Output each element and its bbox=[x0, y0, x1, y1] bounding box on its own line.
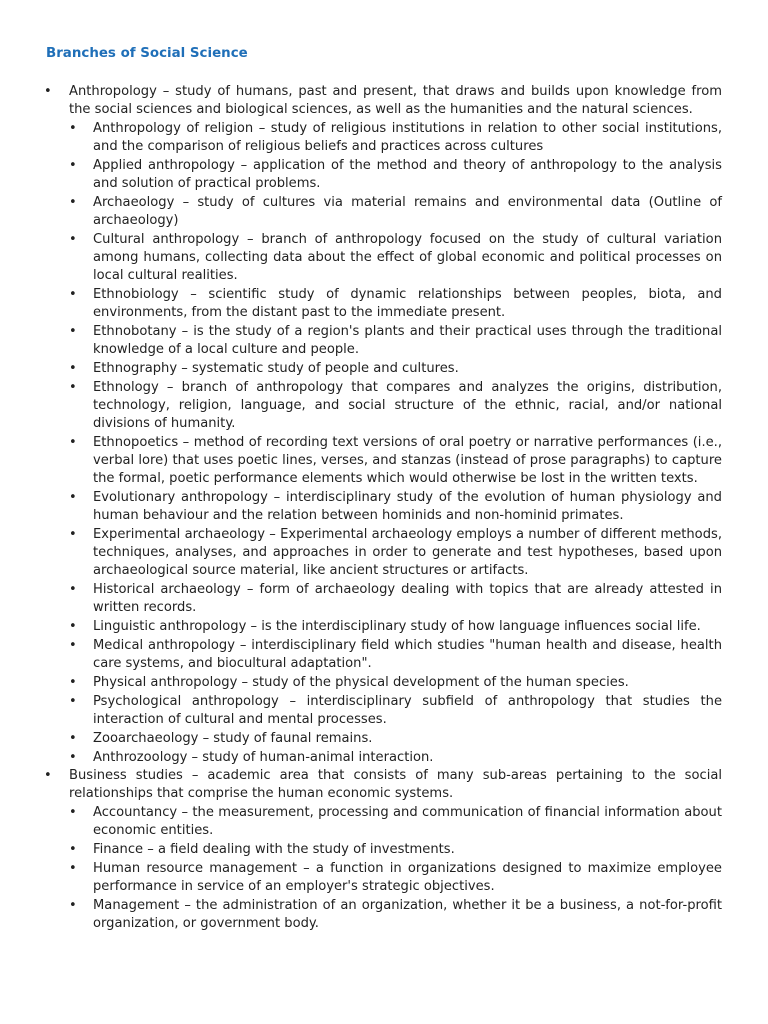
sublist-item: • Management – the administration of an organization, whether it be a business, a not-for-profit organization, or government body. bbox=[69, 897, 722, 933]
branches-list bbox=[0, 83, 768, 933]
sublist-item: • Evolutionary anthropology – interdisciplinary study of the evolution of human physiology and human behaviour and the relation between hominids and non-hominid primates. bbox=[69, 489, 722, 525]
business-studies-sublist bbox=[69, 804, 722, 933]
list-item-business-studies bbox=[0, 767, 722, 933]
sublist-item: • Applied anthropology – application of the method and theory of anthropology to the analysis and solution of practical problems. bbox=[69, 157, 722, 193]
sublist-item: • Experimental archaeology – Experimental archaeology employs a number of different methods, techniques, analyses, and approaches in order to generate and test hypotheses, based upon archaeological source material, like ancient structures or artifacts. bbox=[69, 526, 722, 580]
page-heading: Branches of Social Science bbox=[46, 46, 248, 61]
sublist-item: • Linguistic anthropology – is the interdisciplinary study of how language influences social life. bbox=[69, 618, 722, 636]
sublist-item: • Anthrozoology – study of human-animal interaction. bbox=[69, 749, 722, 767]
sublist-item: • Zooarchaeology – study of faunal remains. bbox=[69, 730, 722, 748]
list-item-text: • Anthropology – study of humans, past and present, that draws and builds upon knowledge from the social sciences and biological sciences, as well as the humanities and the natural sciences. bbox=[69, 84, 722, 117]
sublist-item: • Physical anthropology – study of the physical development of the human species. bbox=[69, 674, 722, 692]
list-item-text: • Business studies – academic area that consists of many sub-areas pertaining to the social relationships that comprise the human economic systems. bbox=[69, 768, 722, 801]
sublist-item: • Accountancy – the measurement, processing and communication of financial information about economic entities. bbox=[69, 804, 722, 840]
sublist-item: • Psychological anthropology – interdisciplinary subfield of anthropology that studies the interaction of cultural and mental processes. bbox=[69, 693, 722, 729]
sublist-item: • Anthropology of religion – study of religious institutions in relation to other social institutions, and the comparison of religious beliefs and practices across cultures bbox=[69, 120, 722, 156]
sublist-item: • Cultural anthropology – branch of anthropology focused on the study of cultural variation among humans, collecting data about the effect of global economic and political processes on local cultural realities. bbox=[69, 231, 722, 285]
sublist-item: • Medical anthropology – interdisciplinary field which studies "human health and disease, health care systems, and biocultural adaptation". bbox=[69, 637, 722, 673]
sublist-item: • Ethnology – branch of anthropology that compares and analyzes the origins, distribution, technology, religion, language, and social structure of the ethnic, racial, and/or national divisions of humanity. bbox=[69, 379, 722, 433]
anthropology-sublist bbox=[69, 120, 722, 767]
sublist-item: • Ethnography – systematic study of people and cultures. bbox=[69, 360, 722, 378]
sublist-item: • Finance – a field dealing with the study of investments. bbox=[69, 841, 722, 859]
sublist-item: • Human resource management – a function in organizations designed to maximize employee performance in service of an employer's strategic objectives. bbox=[69, 860, 722, 896]
sublist-item: • Archaeology – study of cultures via material remains and environmental data (Outline of archaeology) bbox=[69, 194, 722, 230]
list-item-anthropology bbox=[0, 83, 722, 767]
sublist-item: • Ethnobiology – scientific study of dynamic relationships between peoples, biota, and environments, from the distant past to the immediate present. bbox=[69, 286, 722, 322]
sublist-item: • Ethnobotany – is the study of a region's plants and their practical uses through the traditional knowledge of a local culture and people. bbox=[69, 323, 722, 359]
sublist-item: • Ethnopoetics – method of recording text versions of oral poetry or narrative performances (i.e., verbal lore) that uses poetic lines, verses, and stanzas (instead of prose paragraphs) to capture the formal, poetic performance elements which would otherwise be lost in the written texts. bbox=[69, 434, 722, 488]
sublist-item: • Historical archaeology – form of archaeology dealing with topics that are already attested in written records. bbox=[69, 581, 722, 617]
